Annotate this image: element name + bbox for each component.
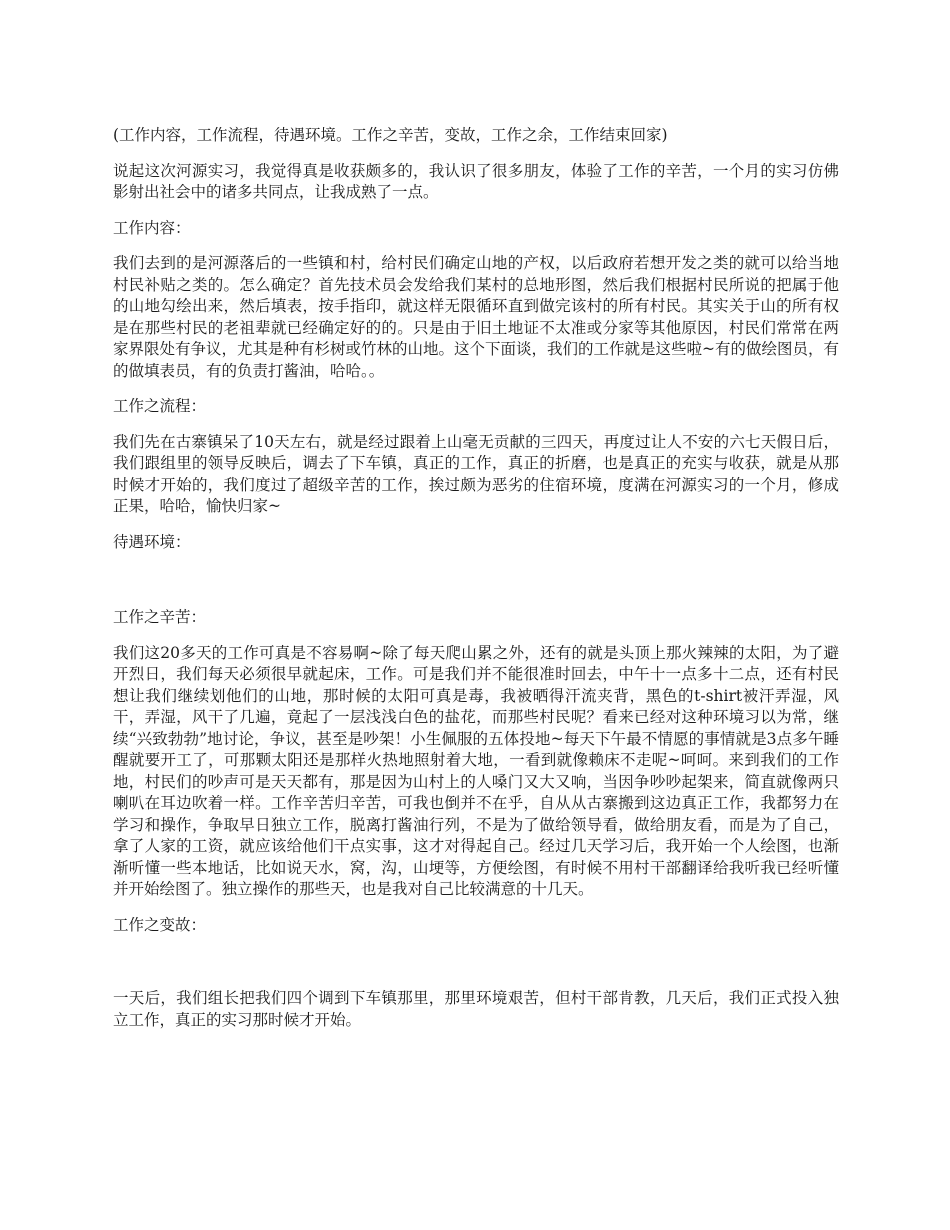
summary-paragraph: 说起这次河源实习，我觉得真是收获颇多的，我认识了很多朋友，体验了工作的辛苦，一个月的实习仿佛影射出社会中的诸多共同点，让我成熟了一点。 bbox=[113, 161, 839, 201]
work-content-paragraph: 我们去到的是河源落后的一些镇和村，给村民们确定山地的产权，以后政府若想开发之类的就可以给当地村民补贴之类的。怎么确定？首先技术员会发给我们某村的总地形图，然后我们根据村民所说的把属于他的山地勾绘出来，然后填表，按手指印，就这样无限循环直到做完该村的所有村民。其实关于山的所有权是在那些村民的老祖辈就已经确定好的的。只是由于旧土地证不太准或分家等其他原因，村民们常常在两家界限处有争议，尤其是种有杉树或竹林的山地。这个下面谈，我们的工作就是这些啦~有的做绘图员，有的做填表员，有的负责打酱油，哈哈。。 bbox=[113, 254, 839, 380]
blank-spacer-2 bbox=[113, 950, 839, 988]
work-change-paragraph: 一天后，我们组长把我们四个调到下车镇那里，那里环境艰苦，但村干部肯教，几天后，我们正式投入独立工作，真正的实习那时候才开始。 bbox=[113, 989, 839, 1029]
intro-paragraph: (工作内容，工作流程，待遇环境。工作之辛苦，变故，工作之余，工作结束回家) bbox=[113, 126, 668, 144]
blank-spacer bbox=[113, 567, 839, 607]
document-body bbox=[113, 125, 839, 1045]
work-process-paragraph: 我们先在古寨镇呆了10天左右，就是经过跟着上山毫无贡献的三四天，再度过让人不安的六七天假日后，我们跟组里的领导反映后，调去了下车镇，真正的工作，真正的折磨，也是真正的充实与收获，就是从那时候才开始的，我们度过了超级辛苦的工作，挨过颇为恶劣的住宿环境，度满在河源实习的一个月，修成正果，哈哈，愉快归家~ bbox=[113, 432, 839, 515]
work-hardship-paragraph: 我们这20多天的工作可真是不容易啊~除了每天爬山累之外，还有的就是头顶上那火辣辣的太阳，为了避开烈日，我们每天必须很早就起床，工作。可是我们并不能很准时回去，中午十一点多十二点，还有村民想让我们继续划他们的山地，那时候的太阳可真是毒，我被晒得汗流夹背，黑色的t-shirt被汗弄湿，风干，弄湿，风干了几遍，竟起了一层浅浅白色的盐花，而那些村民呢？看来已经对这种环境习以为常，继续“兴致勃勃”地讨论，争议，甚至是吵架！小生佩服的五体投地~每天下午最不情愿的事情就是3点多午睡醒就要开工了，可那颗太阳还是那样火热地照射着大地，一看到就像赖床不走呢~呵呵。来到我们的工作地，村民们的吵声可是天天都有，那是因为山村上的人嗓门又大又响，当因争吵吵起架来，简直就像两只喇叭在耳边吹着一样。工作辛苦归辛苦，可我也倒并不在乎，自从从古寨搬到这边真正工作，我都努力在学习和操作，争取早日独立工作，脱离打酱油行列，不是为了做给领导看，做给朋友看，而是为了自己，拿了人家的工资，就应该给他们干点实事，这才对得起自己。经过几天学习后，我开始一个人绘图，也渐渐听懂一些本地话，比如说天水，窝，沟，山埂等，方便绘图，有时候不用村干部翻译给我听我已经听懂并开始绘图了。独立操作的那些天，也是我对自己比较满意的十几天。 bbox=[113, 643, 839, 898]
heading-treatment-environment: 待遇环境： bbox=[113, 532, 191, 551]
heading-work-change: 工作之变故： bbox=[113, 915, 207, 934]
heading-work-hardship: 工作之辛苦： bbox=[113, 608, 207, 626]
heading-work-content: 工作内容： bbox=[113, 218, 191, 237]
heading-work-process: 工作之流程： bbox=[113, 397, 207, 415]
